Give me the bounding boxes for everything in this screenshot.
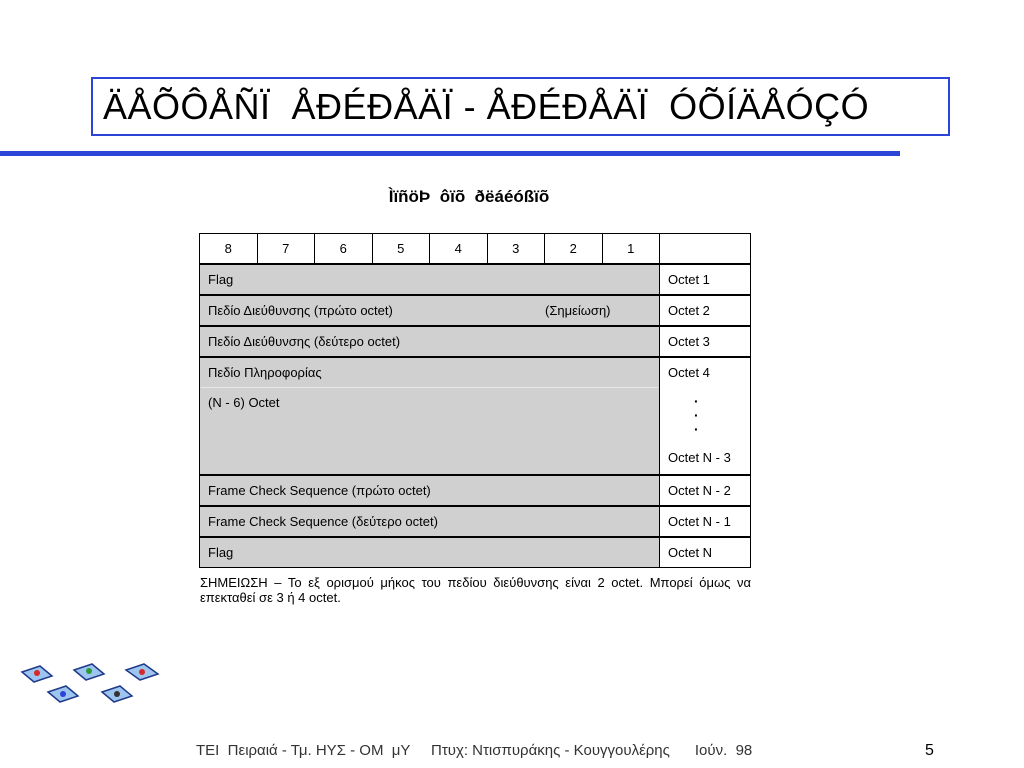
field-cell — [199, 506, 660, 537]
field-length-label: (N - 6) Octet — [208, 395, 280, 410]
footer-text: TEI Πειραιά - Τμ. ΗΥΣ - ΟΜ μY Πτυχ: Ντισπυράκης - Κουγγουλέρης Ιούν. 98 — [196, 742, 753, 759]
octet-label: Octet 4 — [668, 365, 710, 380]
field-cell — [199, 357, 660, 475]
bit-cell: 7 — [257, 233, 316, 264]
field-separator — [201, 387, 658, 388]
octet-label: Octet 2 — [668, 303, 710, 318]
octet-cell — [659, 537, 751, 568]
table-row — [199, 506, 751, 537]
octet-label: Octet N — [668, 545, 713, 560]
table-row — [199, 537, 751, 568]
field-cell — [199, 326, 660, 357]
octet-label: Octet N - 1 — [668, 514, 731, 529]
octet-cell — [659, 326, 751, 357]
octet-cell — [659, 475, 751, 506]
ellipsis-dots — [694, 394, 699, 436]
table-row — [199, 326, 751, 357]
field-label: Frame Check Sequence (πρώτο octet) — [208, 483, 431, 498]
table-row — [199, 264, 751, 295]
bit-cell: 1 — [602, 233, 661, 264]
bit-cell: 8 — [199, 233, 258, 264]
puzzle-dot — [139, 669, 145, 675]
bit-cell: 5 — [372, 233, 431, 264]
puzzle-dot — [60, 691, 66, 697]
bit-cell: 3 — [487, 233, 546, 264]
dot: · — [694, 421, 699, 437]
page-number: 5 — [925, 742, 934, 759]
octet-cell — [659, 295, 751, 326]
octet-cell — [659, 506, 751, 537]
field-label: Πεδίο Πληροφορίας — [208, 365, 322, 380]
puzzle-pieces-logo — [18, 658, 166, 708]
table-row — [199, 295, 751, 326]
field-label: Πεδίο Διεύθυνσης (πρώτο octet) — [208, 303, 393, 318]
puzzle-dot — [86, 668, 92, 674]
dot: · — [694, 393, 699, 409]
field-cell — [199, 475, 660, 506]
octet-label: Octet N - 2 — [668, 483, 731, 498]
field-note: (Σημείωση) — [545, 303, 611, 318]
octet-cell — [659, 357, 751, 475]
title-underline — [0, 151, 900, 156]
dot: · — [694, 407, 699, 423]
table-row — [199, 475, 751, 506]
octet-label: Octet 1 — [668, 272, 710, 287]
bit-header-row — [199, 233, 660, 264]
field-label: Πεδίο Διεύθυνσης (δεύτερο octet) — [208, 334, 401, 349]
puzzle-dot — [34, 670, 40, 676]
bit-cell: 4 — [429, 233, 488, 264]
field-label: Flag — [208, 545, 234, 560]
octet-end-label: Octet N - 3 — [668, 450, 731, 465]
table-row — [199, 357, 751, 475]
puzzle-dot — [114, 691, 120, 697]
field-cell — [199, 537, 660, 568]
octet-label: Octet 3 — [668, 334, 710, 349]
bit-cell: 2 — [544, 233, 603, 264]
frame-subtitle: ÌïñöÞ ôïõ ðëáéóßïõ — [388, 187, 550, 206]
slide-title: ÄÅÕÔÅÑÏ ÅÐÉÐÅÄÏ - ÅÐÉÐÅÄÏ ÓÕÍÄÅÓÇÓ — [103, 86, 870, 127]
field-cell — [199, 295, 660, 326]
field-label: Flag — [208, 272, 234, 287]
field-label: Frame Check Sequence (δεύτερο octet) — [208, 514, 438, 529]
field-cell — [199, 264, 660, 295]
footnote: ΣΗΜΕΙΩΣΗ – Το εξ ορισμού μήκος του πεδίου διεύθυνσης είναι 2 octet. Μπορεί όμως να επεκταθεί σε 3 ή 4 octet. — [200, 575, 751, 605]
title-box — [91, 77, 950, 136]
bit-header-blank-cell — [659, 233, 751, 264]
octet-cell — [659, 264, 751, 295]
bit-cell: 6 — [314, 233, 373, 264]
